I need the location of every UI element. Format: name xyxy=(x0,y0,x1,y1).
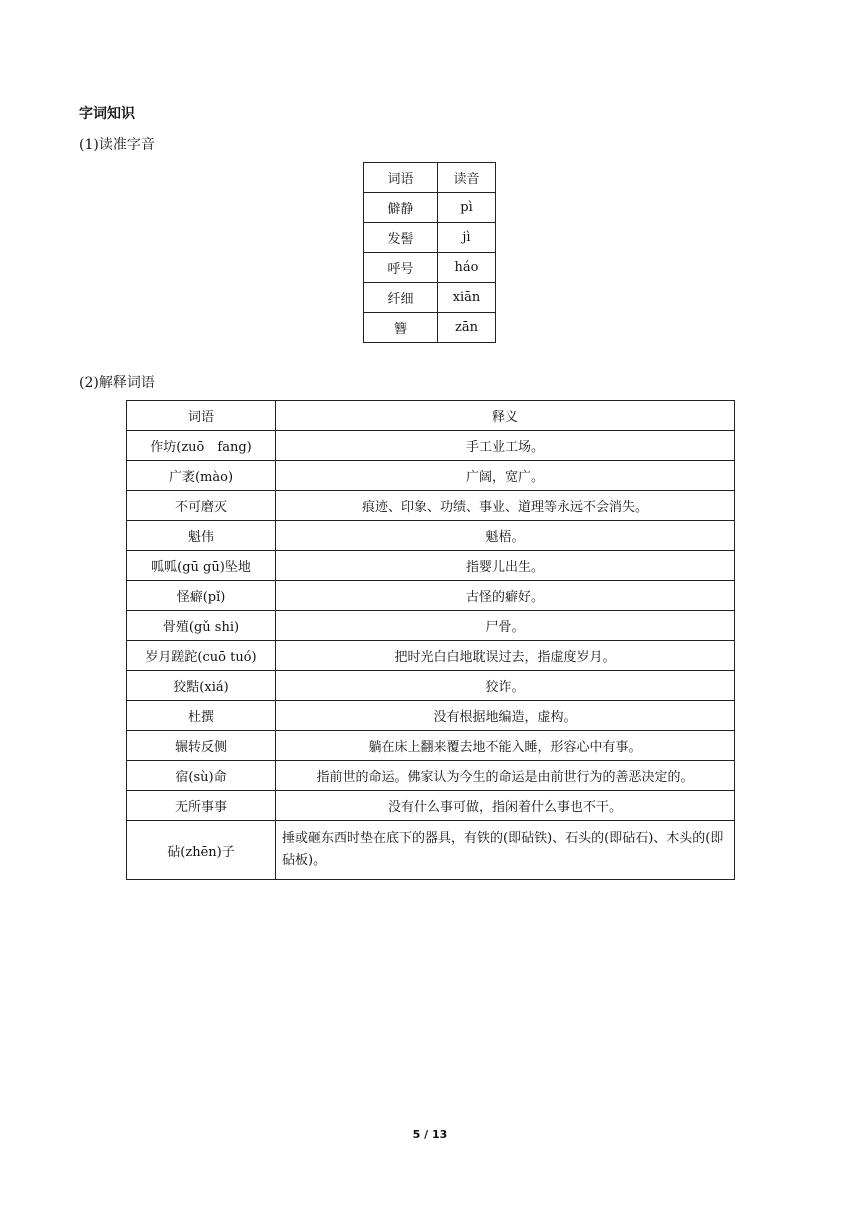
meaning-cell: 痕迹、印象、功绩、事业、道理等永远不会消失。 xyxy=(276,491,735,521)
column-header-word: 词语 xyxy=(364,163,438,193)
page-indicator: 5 / 13 xyxy=(412,1128,448,1141)
section-title: 字词知识 xyxy=(79,106,135,122)
meaning-cell: 狡诈。 xyxy=(276,671,735,701)
meaning-cell: 古怪的癖好。 xyxy=(276,581,735,611)
table-row xyxy=(364,253,496,283)
meaning-cell: 把时光白白地耽误过去，指虚度岁月。 xyxy=(276,641,735,671)
meaning-cell: 广阔，宽广。 xyxy=(276,461,735,491)
word-cell: 呼号 xyxy=(364,253,438,283)
pronunciation-title: (1)读准字音 xyxy=(79,137,155,153)
meaning-cell: 指前世的命运。佛家认为今生的命运是由前世行为的善恶决定的。 xyxy=(276,761,735,791)
word-cell: 无所事事 xyxy=(127,791,276,821)
table-row xyxy=(127,431,735,461)
word-cell: 僻静 xyxy=(364,193,438,223)
table-header-row xyxy=(364,163,496,193)
meaning-cell: 没有什么事可做，指闲着什么事也不干。 xyxy=(276,791,735,821)
word-cell: 砧(zhēn)子 xyxy=(127,821,276,880)
word-cell: 魁伟 xyxy=(127,521,276,551)
meaning-cell: 躺在床上翻来覆去地不能入睡，形容心中有事。 xyxy=(276,731,735,761)
definitions-table xyxy=(126,400,735,880)
table-row xyxy=(364,283,496,313)
meaning-cell: 指婴儿出生。 xyxy=(276,551,735,581)
table-row xyxy=(127,791,735,821)
pronunciation-table xyxy=(363,162,496,343)
word-cell: 杜撰 xyxy=(127,701,276,731)
reading-cell: háo xyxy=(438,253,496,283)
word-cell: 辗转反侧 xyxy=(127,731,276,761)
table-row xyxy=(127,671,735,701)
definitions-title: (2)解释词语 xyxy=(79,375,155,391)
table-row xyxy=(127,641,735,671)
word-cell: 怪癖(pǐ) xyxy=(127,581,276,611)
table-row xyxy=(127,581,735,611)
table-row xyxy=(127,611,735,641)
word-cell: 宿(sù)命 xyxy=(127,761,276,791)
word-cell: 狡黠(xiá) xyxy=(127,671,276,701)
word-cell: 发髻 xyxy=(364,223,438,253)
table-row xyxy=(127,551,735,581)
word-cell: 呱呱(gū gū)坠地 xyxy=(127,551,276,581)
table-row xyxy=(127,491,735,521)
word-cell: 不可磨灭 xyxy=(127,491,276,521)
reading-cell: pì xyxy=(438,193,496,223)
table-row xyxy=(364,223,496,253)
table-row xyxy=(127,461,735,491)
meaning-cell: 捶或砸东西时垫在底下的器具，有铁的(即砧铁)、石头的(即砧石)、木头的(即砧板)。 xyxy=(276,821,735,880)
meaning-cell: 魁梧。 xyxy=(276,521,735,551)
meaning-cell: 尸骨。 xyxy=(276,611,735,641)
word-cell: 岁月蹉跎(cuō tuó) xyxy=(127,641,276,671)
meaning-cell: 手工业工场。 xyxy=(276,431,735,461)
table-row xyxy=(364,193,496,223)
table-header-row xyxy=(127,401,735,431)
word-cell: 作坊(zuō fang) xyxy=(127,431,276,461)
column-header-word: 词语 xyxy=(127,401,276,431)
reading-cell: jì xyxy=(438,223,496,253)
word-cell: 骨殖(gǔ shi) xyxy=(127,611,276,641)
column-header-meaning: 释义 xyxy=(276,401,735,431)
table-row xyxy=(364,313,496,343)
reading-cell: zān xyxy=(438,313,496,343)
column-header-reading: 读音 xyxy=(438,163,496,193)
word-cell: 广袤(mào) xyxy=(127,461,276,491)
table-row xyxy=(127,521,735,551)
reading-cell: xiān xyxy=(438,283,496,313)
table-row xyxy=(127,731,735,761)
word-cell: 簪 xyxy=(364,313,438,343)
word-cell: 纤细 xyxy=(364,283,438,313)
table-row xyxy=(127,761,735,791)
meaning-cell: 没有根据地编造，虚构。 xyxy=(276,701,735,731)
table-row xyxy=(127,821,735,880)
table-row xyxy=(127,701,735,731)
